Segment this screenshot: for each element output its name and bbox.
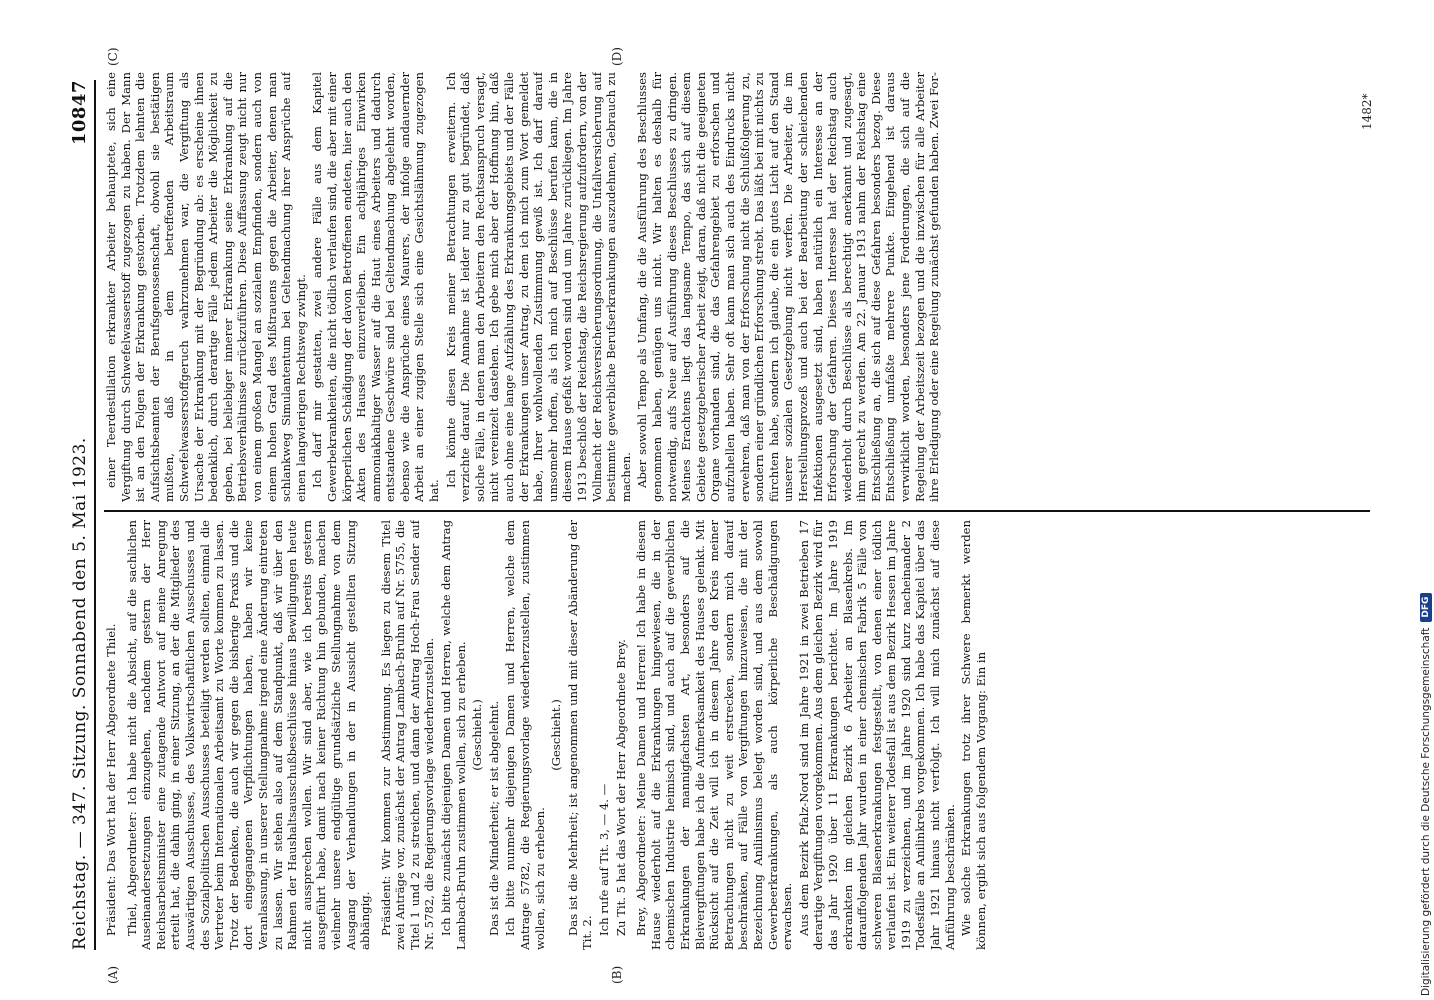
stage-direction: (Geschieht.)	[470, 699, 485, 771]
scanned-page	[50, 47, 1390, 990]
paragraph: Zu Tit. 5 hat das Wort der Herr Abgeordnete Brey.	[613, 639, 628, 936]
paragraph: Ich darf mir gestatten, zwei andere Fälle aus dem Kapitel Gewerbekrankheiten, die nicht tödlich verlaufen sind, die aber mit einer körperlichen Schädigung der davon Betroffenen endeten, hier auch den Akten des Hauses einzuverleiben. Ein achtjähriges Einwirken ammoniakhaltiger Wasser auf die Haut eines Arbeiters und dadurch entstandene Geschwüre sind bei Geltendmachung abgelehnt worden, ebenso wie die Ansprüche eines Maurers, der infolge andauernder Arbeit an einer zugigen Stelle sich eine Gesichtslähmung zugezogen hat.	[310, 72, 442, 502]
dfg-logo: DFG	[1420, 593, 1432, 622]
paragraph: Präsident: Das Wort hat der Herr Abgeordnete Thiel.	[104, 623, 118, 936]
paragraph: einer Teerdestillation erkrankter Arbeiter behauptete, sich eine Vergiftung durch Schwefelwasserstoff zugezogen zu haben. Der Mann ist an den Folgen der Erkrankung gestorben. Trotzdem lehnten die Aufsichtsbeamten der Berufsgenossenschaft, obwohl sie bestätigen mußten, daß in dem betreffenden Arbeitsraum Schwefelwasserstoffgeruch wahrzunehmen war, die Vergiftung als Ursache der Erkrankung mit der Begründung ab: es erscheine ihnen bedenklich, durch derartige Fälle jedem Arbeiter die Möglichkeit zu geben, bei beliebiger innerer Erkrankung seine Erkrankung auf die Betriebsverhältnisse zurückzuführen. Diese Auffassung zeugt nicht nur von einem großen Mangel an sozialem Empfinden, sondern auch von einem hohen Grad des Mißtrauens gegen die Arbeiter, denen man schlankweg Simulantentum bei Geltendmachung ihrer Ansprüche auf einen langwierigen Rechtsweg zwingt.	[104, 72, 308, 502]
left-column	[104, 520, 1380, 950]
stage-direction: (Geschieht.)	[549, 699, 564, 771]
page-header	[60, 80, 96, 950]
paragraph: Brey, Abgeordneter: Meine Damen und Herren! Ich habe in diesem Hause wiederholt auf die Erkrankungen hingewiesen, die in der chemischen Industrie heimisch sind, und auch auf die gewerblichen Erkrankungen der mannigfachsten Art, besonders auf die Bleivergiftungen habe ich die Aufmerksamkeit des Hauses gelenkt. Mit Rücksicht auf die Zeit will ich in diesem Jahre den Kreis meiner Betrachtungen nicht zu weit erstrecken, sondern mich darauf beschränken, auf Fälle von Vergiftungen hinzuweisen, die mit der Bezeichnung Anilinismus belegt worden sind, und aus dem sowohl Gewerbeerkrankungen, als auch körperliche Beschädigungen erwachsen.	[634, 520, 795, 950]
paragraph: Wie solche Erkrankungen trotz ihrer Schwere bemerkt werden können, ergibt sich aus folgendem Vorgang: Ein in	[959, 520, 988, 950]
header-title: Reichstag. — 347. Sitzung. Sonnabend den 5. Mai 1923.	[70, 437, 90, 950]
page-number: 10847	[69, 80, 90, 146]
paragraph: Präsident: Wir kommen zur Abstimmung. Es liegen zu diesem Titel zwei Anträge vor, zunächst der Antrag Lambach-Bruhn auf Nr. 5755, die Titel 1 und 2 zu streichen, und dann der Antrag Hoch-Frau Sender auf Nr. 5782, die Regierungsvorlage wiederherzustellen.	[378, 520, 437, 950]
paragraph: Das ist die Minderheit; er ist abgelehnt.	[486, 700, 501, 936]
paragraph: Ich bitte zunächst diejenigen Damen und Herren, welche dem Antrag Lambach-Bruhn zustimmen wollen, sich zu erheben.	[439, 520, 468, 950]
paragraph: Thiel, Abgeordneter: Ich habe nicht die Absicht, auf die sachlichen Auseinandersetzungen einzugehen, nachdem gestern der Herr Reichsarbeitsminister eine zutagende Antwort auf meine Anregung erteilt hat, die dahin ging, in einer Sitzung, an der die Mitglieder des Auswärtigen Ausschusses, des Volkswirtschaftlichen Ausschusses und des Sozialpolitischen Ausschusses beteiligt werden sollten, einmal die Vertreter beim Internationalen Arbeitsamt zu Worte kommen zu lassen. Trotz der Bedenken, die auch wir gegen die bisherige Praxis und die dort eingegangenen Verpflichtungen haben, haben wir keine Veranlassung, in unserer Stellungnahme irgend eine Änderung eintreten zu lassen. Wir stehen also auf dem Standpunkt, daß wir über den Rahmen der Haushaltsausschußbeschlüsse hinaus Bewilligungen heute nicht aussprechen wollen. Wir sind aber, wie ich bereits gestern ausgeführt habe, damit nach keiner Richtung hin gebunden, machen vielmehr unsere endgültige grundsätzliche Stellungnahme von dem Ausgang der Verhandlungen in der in Aussicht gestellten Sitzung abhängig.	[124, 520, 373, 950]
margin-letter-c: (C)	[106, 47, 120, 66]
paragraph: Das ist die Mehrheit; ist angenommen und mit dieser Abänderung der Tit. 2.	[565, 520, 595, 950]
paragraph: Ich bitte nunmehr diejenigen Damen und Herren, welche dem Antrage 5782, die Regierungsvorlage wiederherzustellen, zustimmen wollen, sich zu erheben.	[503, 520, 547, 950]
digitization-credit	[1418, 6, 1434, 996]
column-divider	[104, 510, 1370, 512]
margin-letter-a: (A)	[106, 965, 120, 984]
credit-text: Digitalisierung gefördert durch die Deutsche Forschungsgemeinschaft	[1420, 627, 1432, 996]
margin-letter-d: (D)	[610, 47, 624, 66]
paragraph: Ich könnte diesen Kreis meiner Betrachtungen erweitern. Ich verzichte darauf. Die Annahme ist leider nur zu gut begründet, daß solche Fälle, in denen man den Arbeitern den Rechtsanspruch versagt, nicht vereinzelt dastehen. Ich gebe mich aber der Hoffnung hin, daß auch ohne eine lange Aufzählung des Erkrankungsgebiets und der Fälle der Erkrankungen unser Antrag, zu dem ich mich zum Wort gemeldet habe, Ihrer wohlwollenden Zustimmung gewiß ist. Ich darf darauf umsomehr hoffen, als ich mich auf Beschlüsse berufen kann, die in diesem Hause gefaßt worden sind und um Jahre zurückliegen. Im Jahre 1913 beschloß der Reichstag, die Reichsregierung aufzufordern, von der Vollmacht der Reichsversicherungsordnung, die Unfallversicherung auf bestimmte gewerbliche Berufserkrankungen auszudehnen, Gebrauch zu machen.	[443, 72, 633, 502]
paragraph: Aber sowohl Tempo als Umfang, die die Ausführung des Beschlusses genommen haben, genügen uns nicht. Wir halten es deshalb für notwendig, aufs Neue auf Ausführung dieses Beschlusses zu dringen. Meines Erachtens liegt das langsame Tempo, das sich auf diesem Gebiete gesetzgeberischer Arbeit zeigt, daran, daß nicht die geeigneten Organe vorhanden sind, die das Gefahrengebiet zu erforschen und aufzuhellen haben. Sehr oft kann man sich auch des Eindrucks nicht erwehren, daß man von der Erforschung nicht die Schlußfolgerung zu, sondern einer gründlichen Erforschung strebt. Das läßt bei mit nichts zu fürchten habe, sondern ich glaube, die ein gutes Licht auf den Stand unserer sozialen Gesetzgebung nicht werfen. Die Arbeiter, die im Herstellungsprozeß und auch bei der Bearbeitung der schleichenden Infektionen ausgesetzt sind, haben natürlich ein Interesse an der Erforschung der Gefahren. Dieses Interesse hat der Reichstag auch wiederholt durch Beschlüsse als berechtigt anerkannt und zugesagt, ihm gerecht zu werden. Am 22. Januar 1913 nahm der Reichstag eine Entschließung an, die sich auf diese Gefahren besonders bezog. Diese Entschließung umfaßte mehrere Punkte. Eingehend ist daraus verwirklicht worden, besonders jene Forderungen, die sich auf die Regelung der Arbeitszeit bezogen und die inzwischen für alle Arbeiter ihre Erledigung oder eine Regelung zunächst gefunden haben. Zwei For-	[635, 72, 942, 502]
page-stamp: 1482*	[1360, 93, 1374, 130]
paragraph: Aus dem Bezirk Pfalz-Nord sind im Jahre 1921 in zwei Betrieben 17 derartige Vergiftungen vorgekommen. Aus dem gleichen Bezirk wird für das Jahr 1920 über 11 Erkrankungen berichtet. Im Jahre 1919 erkrankten im gleichen Bezirk 6 Arbeiter an Blasenkrebs. Im darauffolgenden Jahr wurden in einer chemischen Fabrik 5 Fälle von schweren Blasenerkrankungen festgestellt, von denen einer tödlich verlaufen ist. Ein weiterer Todesfall ist aus dem Bezirk Hessen im Jahre 1919 zu verzeichnen, und im Jahre 1920 sind kurz nacheinander 2 Todesfälle an Anilinkrebs vorgekommen. Ich habe das Kapitel über das Jahr 1921 hinaus nicht verfolgt. Ich will mich zunächst auf diese Anführung beschränken.	[796, 520, 957, 950]
margin-letter-b: (B)	[610, 965, 624, 984]
right-column	[104, 72, 1380, 502]
paragraph: Ich rufe auf Tit. 3, — 4. —	[597, 783, 611, 936]
